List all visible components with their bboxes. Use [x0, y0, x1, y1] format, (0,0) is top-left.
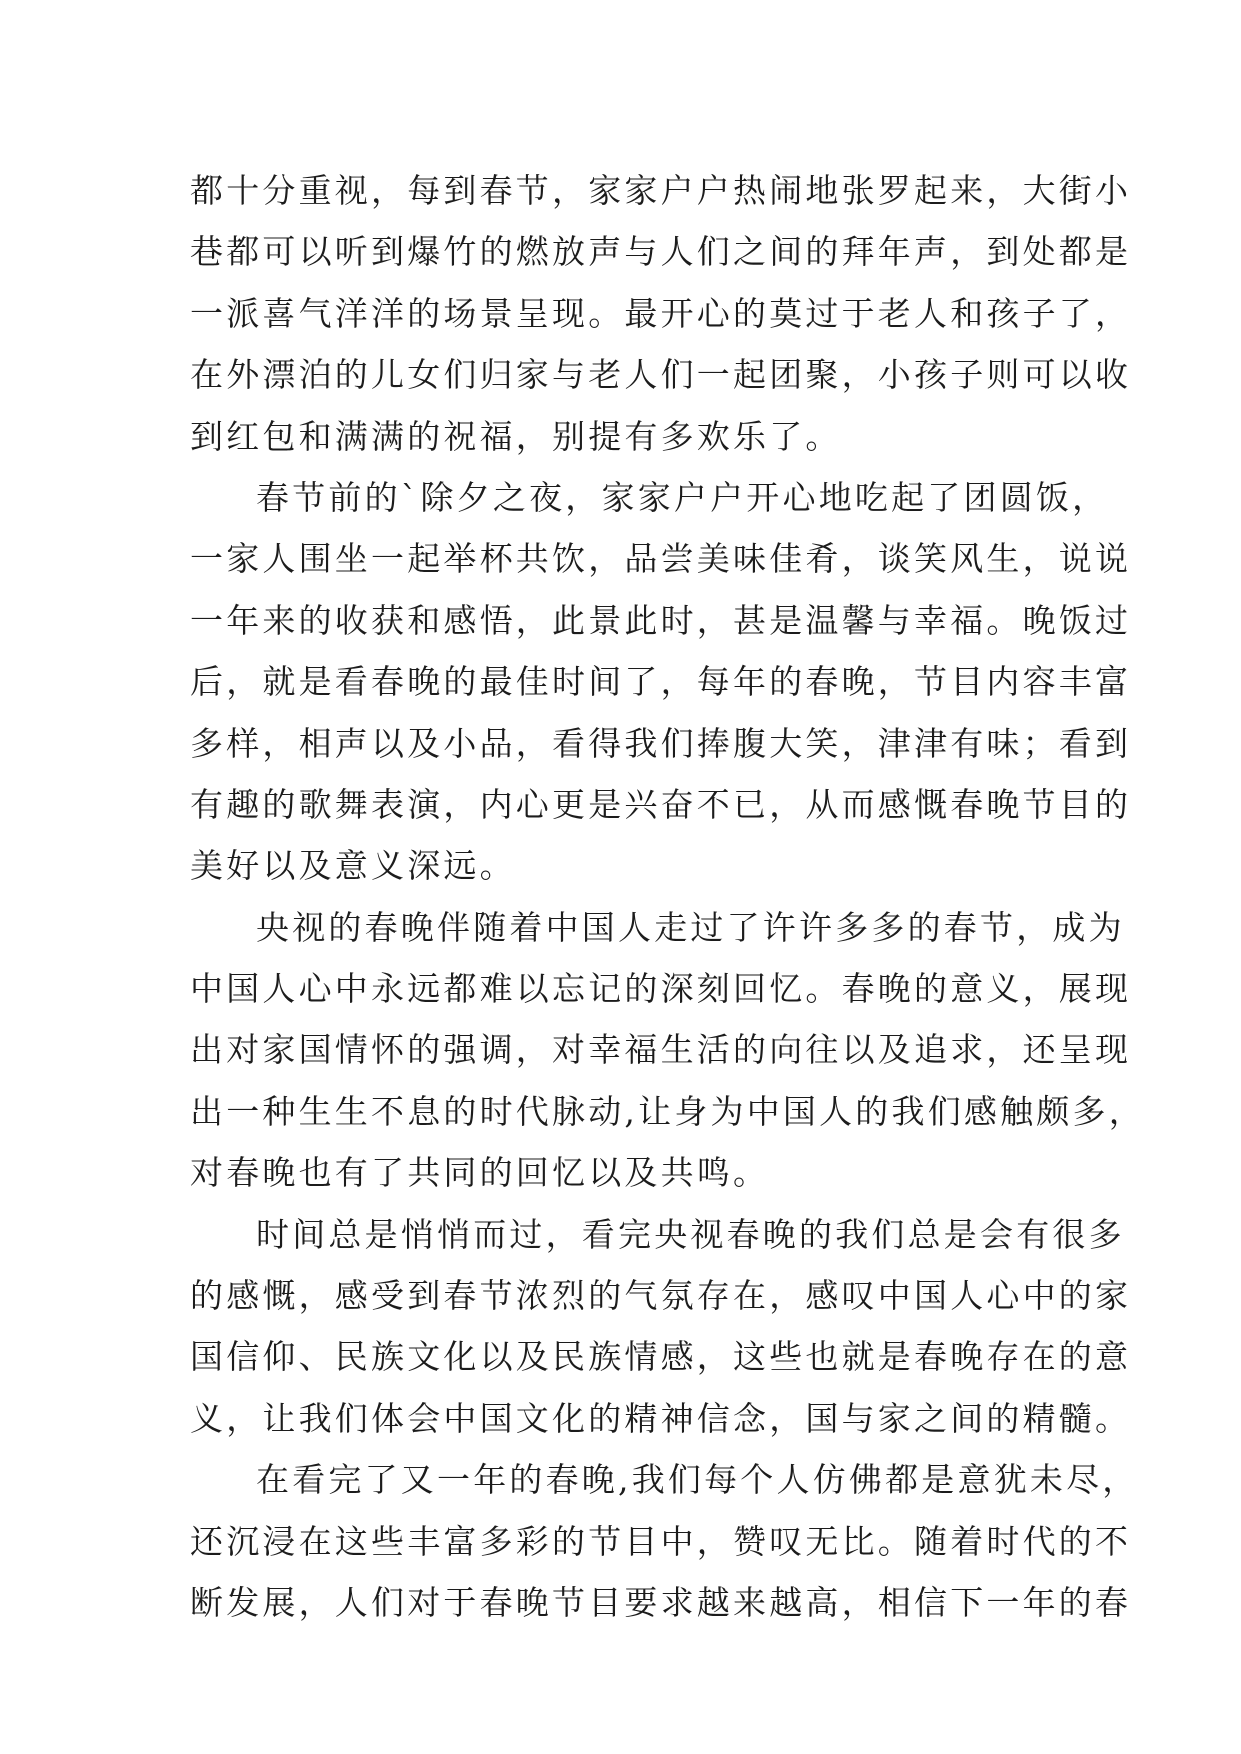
paragraph-first-line: 时间总是悄悄而过，看完央视春晚的我们总是会有很多: [256, 1214, 1125, 1254]
text-line: 一年来的收获和感悟，此景此时，甚是温馨与幸福。晚饭过: [190, 600, 1132, 640]
text-line: 国信仰、民族文化以及民族情感，这些也就是春晚存在的意: [190, 1337, 1132, 1377]
text-line: 一派喜气洋洋的场景呈现。最开心的莫过于老人和孩子了，: [190, 293, 1132, 333]
text-line: 断发展，人们对于春晚节目要求越来越高，相信下一年的春: [190, 1582, 1132, 1622]
text-line: 对春晚也有了共同的回忆以及共鸣。: [190, 1153, 770, 1193]
text-line: 美好以及意义深远。: [190, 846, 516, 886]
text-line: 还沉浸在这些丰富多彩的节目中，赞叹无比。随着时代的不: [190, 1521, 1132, 1561]
text-line: 都十分重视，每到春节，家家户户热闹地张罗起来，大街小: [190, 171, 1132, 210]
text-line: 在外漂泊的儿女们归家与老人们一起团聚，小孩子则可以收: [190, 355, 1132, 395]
paragraph-first-line: 在看完了又一年的春晚,我们每个人仿佛都是意犹未尽，: [256, 1460, 1139, 1500]
paragraph-first-line: 春节前的`除夕之夜，家家户户开心地吃起了团圆饭，: [256, 477, 1109, 517]
text-line: 的感慨，感受到春节浓烈的气氛存在，感叹中国人心中的家: [190, 1276, 1132, 1316]
text-line: 到红包和满满的祝福，别提有多欢乐了。: [190, 416, 842, 456]
paragraph-first-line: 央视的春晚伴随着中国人走过了许许多多的春节，成为: [256, 907, 1125, 947]
text-line: 有趣的歌舞表演，内心更是兴奋不已，从而感慨春晚节目的: [190, 784, 1132, 824]
text-line: 后，就是看春晚的最佳时间了，每年的春晚，节目内容丰富: [190, 662, 1132, 702]
body-text: [190, 160, 1145, 1633]
text-line: 一家人围坐一起举杯共饮，品尝美味佳肴，谈笑风生，说说: [190, 539, 1132, 579]
text-line: 出一种生生不息的时代脉动,让身为中国人的我们感触颇多，: [190, 1091, 1145, 1131]
text-line: 出对家国情怀的强调，对幸福生活的向往以及追求，还呈现: [190, 1030, 1132, 1070]
text-line: 多样，相声以及小品，看得我们捧腹大笑，津津有味；看到: [190, 723, 1132, 763]
text-line: 中国人心中永远都难以忘记的深刻回忆。春晚的意义，展现: [190, 969, 1132, 1009]
text-line: 巷都可以听到爆竹的燃放声与人们之间的拜年声，到处都是: [190, 232, 1132, 272]
text-line: 义，让我们体会中国文化的精神信念，国与家之间的精髓。: [190, 1398, 1132, 1438]
